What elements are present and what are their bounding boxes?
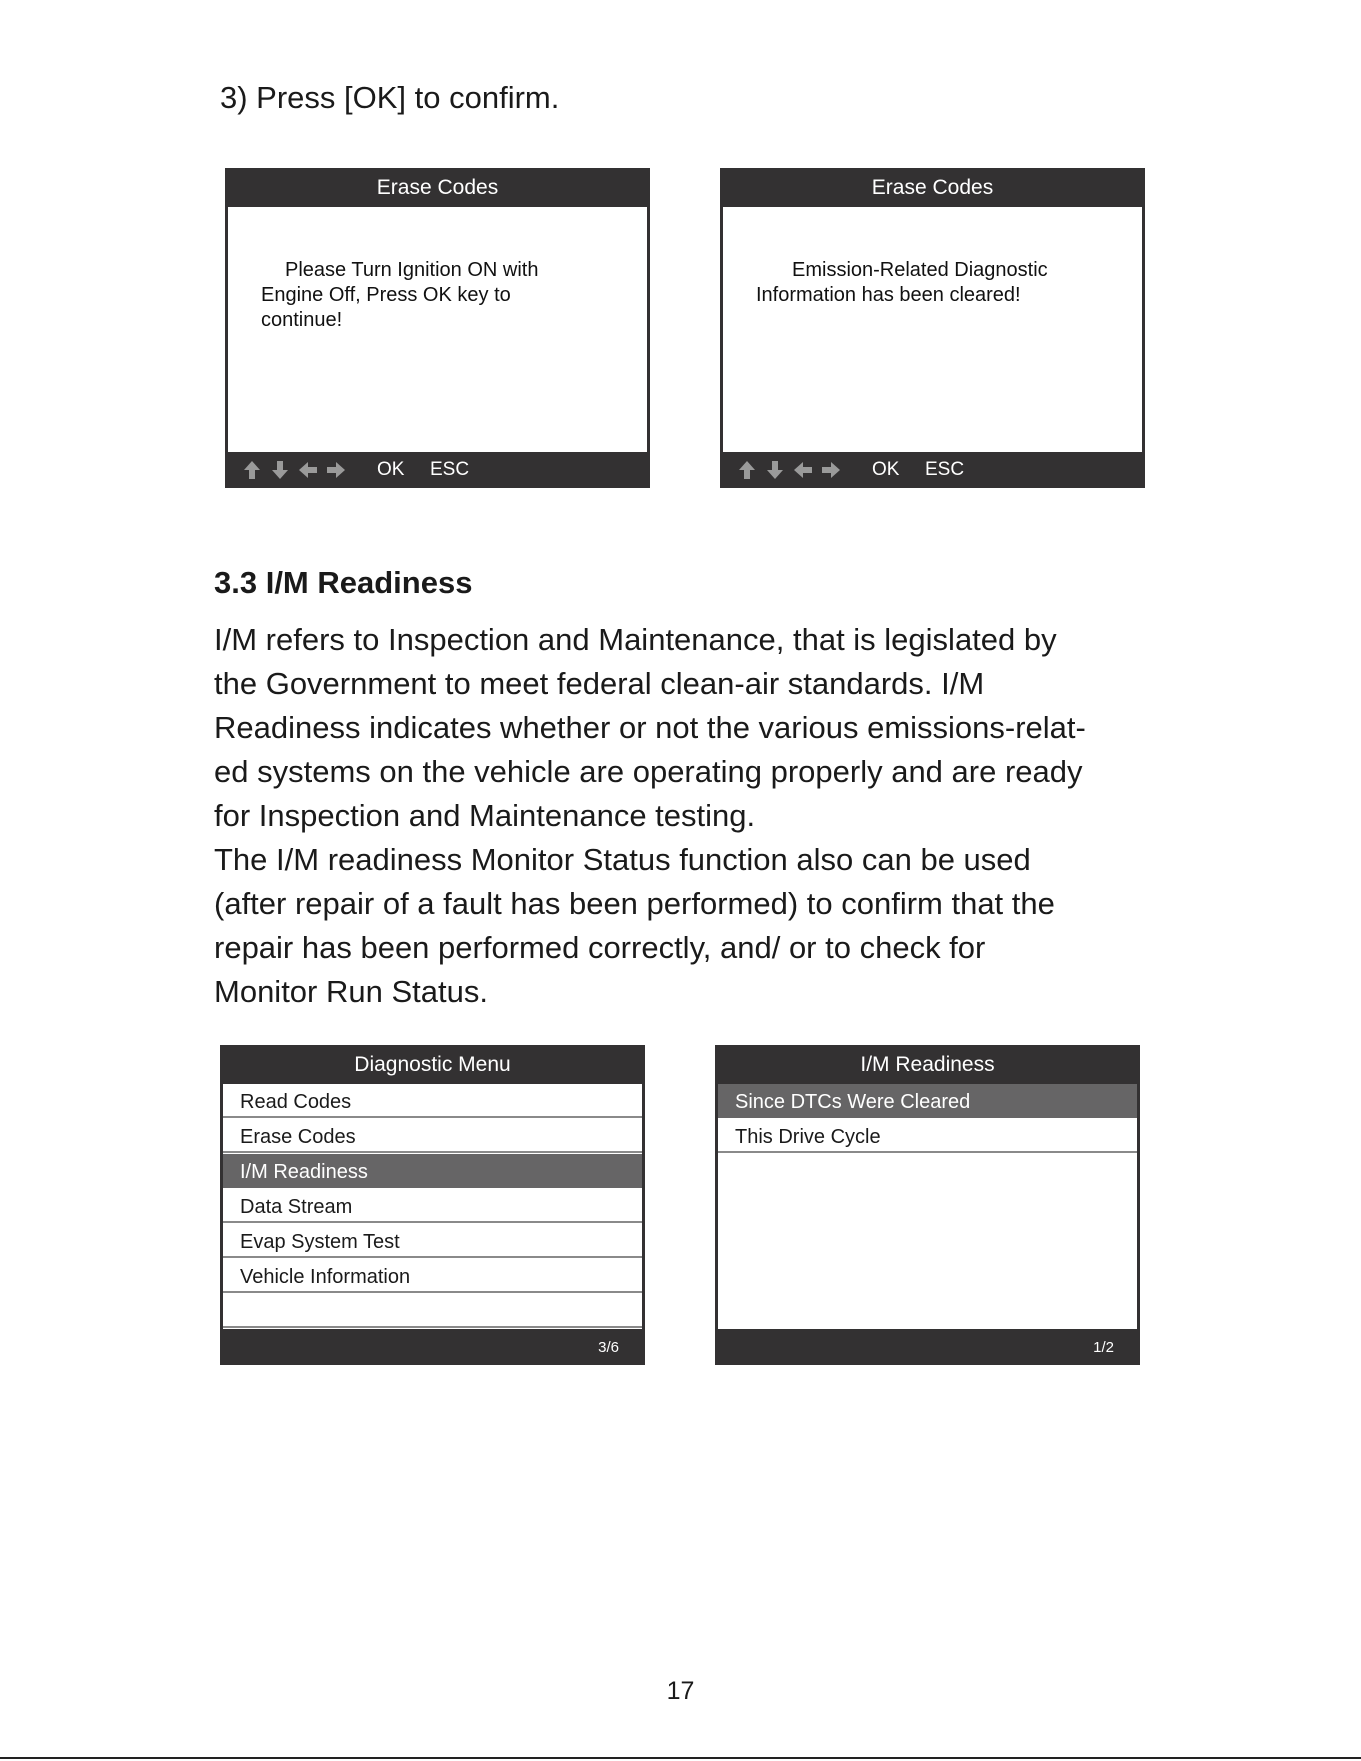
screen-title: Diagnostic Menu <box>354 1053 511 1076</box>
paragraph-line: I/M refers to Inspection and Maintenance, that is legislated by <box>214 622 1057 657</box>
arrow-down-icon <box>764 459 786 481</box>
screen-title: I/M Readiness <box>860 1053 995 1076</box>
message-line: Emission-Related Diagnostic <box>792 259 1048 281</box>
menu-list <box>223 1084 642 1329</box>
screen-footer <box>220 1329 645 1365</box>
message-line: continue! <box>261 309 343 331</box>
screen-title: Erase Codes <box>376 176 499 199</box>
esc-button[interactable]: ESC <box>925 459 965 480</box>
paragraph-line: Readiness indicates whether or not the various emissions-relat- <box>214 710 1086 745</box>
paragraph-line: repair has been performed correctly, and/ or to check for <box>214 930 986 965</box>
arrow-right-icon <box>325 459 347 481</box>
page-indicator: 3/6 <box>598 1339 619 1356</box>
menu-item-evap-system-test[interactable]: Evap System Test <box>223 1224 642 1258</box>
nav-arrows <box>241 458 347 482</box>
screen-message <box>756 258 1122 308</box>
arrow-down-icon <box>269 459 291 481</box>
menu-item-since-dtcs-cleared[interactable]: Since DTCs Were Cleared <box>718 1084 1137 1118</box>
section-body <box>214 618 1174 1014</box>
screen-footer <box>225 452 650 488</box>
arrow-right-icon <box>820 459 842 481</box>
im-readiness-screen <box>715 1045 1140 1365</box>
nav-arrows <box>736 458 842 482</box>
message-line: Engine Off, Press OK key to <box>261 284 511 306</box>
step-instruction: 3) Press [OK] to confirm. <box>220 80 560 115</box>
section-heading: 3.3 I/M Readiness <box>214 565 473 600</box>
page-number: 17 <box>666 1677 695 1705</box>
erase-codes-screen-cleared <box>720 168 1145 488</box>
esc-button[interactable]: ESC <box>430 459 470 480</box>
menu-item-this-drive-cycle[interactable]: This Drive Cycle <box>718 1119 1137 1153</box>
paragraph-line: the Government to meet federal clean-air standards. I/M <box>214 666 985 701</box>
screen-body <box>723 207 1142 452</box>
menu-item-vehicle-information[interactable]: Vehicle Information <box>223 1259 642 1293</box>
paragraph-line: The I/M readiness Monitor Status function also can be used <box>214 842 1031 877</box>
menu-item-im-readiness[interactable]: I/M Readiness <box>223 1154 642 1188</box>
message-line: Please Turn Ignition ON with <box>285 259 539 281</box>
paragraph-line: (after repair of a fault has been performed) to confirm that the <box>214 886 1055 921</box>
erase-codes-screen-prompt <box>225 168 650 488</box>
arrow-up-icon <box>736 459 758 481</box>
screen-footer <box>715 1329 1140 1365</box>
menu-item-erase-codes[interactable]: Erase Codes <box>223 1119 642 1153</box>
paragraph-line: ed systems on the vehicle are operating properly and are ready <box>214 754 1083 789</box>
page-bottom-rule <box>0 1757 1361 1759</box>
page-indicator: 1/2 <box>1093 1339 1114 1356</box>
menu-item-data-stream[interactable]: Data Stream <box>223 1189 642 1223</box>
arrow-up-icon <box>241 459 263 481</box>
menu-item-empty <box>223 1294 642 1328</box>
paragraph-line: Monitor Run Status. <box>214 974 488 1009</box>
menu-list <box>718 1084 1137 1329</box>
arrow-left-icon <box>792 459 814 481</box>
message-line: Information has been cleared! <box>756 284 1021 306</box>
menu-item-read-codes[interactable]: Read Codes <box>223 1084 642 1118</box>
paragraph-line: for Inspection and Maintenance testing. <box>214 798 756 833</box>
screen-message <box>261 258 627 333</box>
ok-button[interactable]: OK <box>377 459 405 480</box>
screen-title: Erase Codes <box>871 176 994 199</box>
arrow-left-icon <box>297 459 319 481</box>
diagnostic-menu-screen <box>220 1045 645 1365</box>
screen-footer <box>720 452 1145 488</box>
screen-body <box>228 207 647 452</box>
ok-button[interactable]: OK <box>872 459 900 480</box>
